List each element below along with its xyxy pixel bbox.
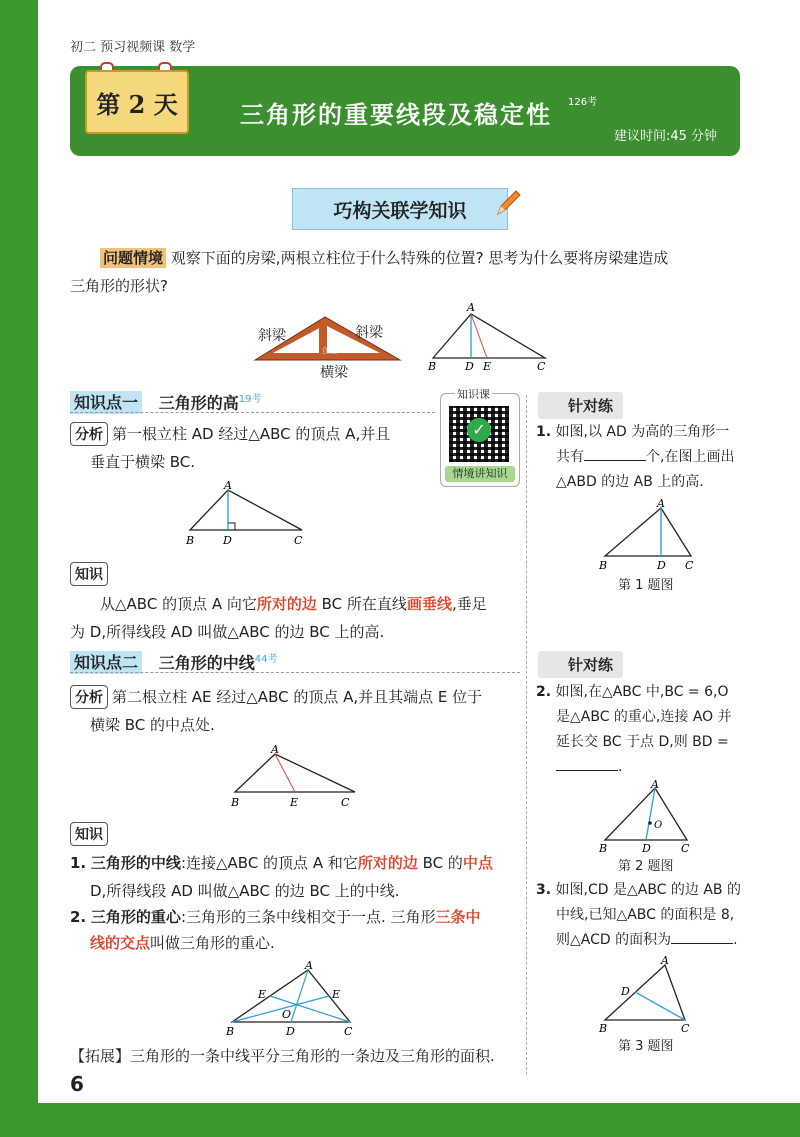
kp2-item1-line1 (70, 849, 493, 877)
label-D: D (642, 842, 651, 855)
suggested-time: 建议时间:45 分钟 (614, 129, 718, 144)
kp2-analysis-line2: 横梁 BC 的中点处. (90, 716, 215, 734)
kp2-item1-line2: D,所得线段 AD 叫做△ABC 的边 BC 上的中线. (90, 882, 400, 900)
label-C: C (685, 559, 694, 572)
intro-text: 观察下面的房梁,两根立柱位于什么特殊的位置? 思考为什么要将房梁建造成 (170, 249, 669, 267)
beam-right-label: 斜梁 (355, 325, 383, 341)
q2-blank[interactable] (556, 756, 618, 771)
qr-code-box[interactable] (440, 388, 520, 487)
header-breadcrumb: 初二 预习视频课 数学 (70, 40, 196, 55)
item-text: :连接△ABC 的顶点 A 和它 (180, 854, 358, 872)
q1-line3: △ABD 的边 AB 上的高. (556, 474, 704, 490)
kp2-divider (70, 672, 520, 673)
label-B: B (599, 842, 608, 855)
q3-caption: 第 3 题图 (618, 1039, 674, 1054)
item-red-text: 线的交点 (90, 934, 151, 952)
kp1-divider (70, 412, 435, 413)
label-C: C (537, 360, 546, 373)
label-C: C (344, 1025, 353, 1038)
q2-line1 (536, 680, 729, 705)
kp2-exam-count: 44考 (254, 654, 278, 665)
label-E: E (290, 796, 299, 809)
q2-text: 如图,在△ABC 中,BC = 6,O (555, 684, 729, 700)
label-E: E (332, 988, 341, 1001)
item-red-text: 三条中 (435, 908, 481, 926)
q3-blank[interactable] (671, 929, 733, 944)
label-A: A (657, 498, 665, 510)
label-C: C (341, 796, 350, 809)
checkmark-icon: ✓ (467, 418, 491, 442)
q1-number: 1. (536, 424, 552, 440)
q3-figure (595, 955, 705, 1035)
label-D: D (286, 1025, 295, 1038)
kp2-label: 知识点二 (70, 651, 142, 674)
q3-line1 (536, 878, 741, 903)
label-A: A (651, 780, 659, 791)
centroid-figure (220, 958, 370, 1040)
kp1-analysis-tag: 分析 (70, 422, 108, 446)
kp2-extend: 【拓展】三角形的一条中线平分三角形的一条边及三角形的面积. (70, 1047, 495, 1065)
label-B: B (599, 1022, 608, 1035)
altitude-figure (180, 478, 310, 550)
label-C: C (681, 842, 690, 855)
label-A: A (271, 743, 279, 756)
kp2-knowledge-tag: 知识 (70, 822, 108, 846)
beam-left-label: 斜梁 (258, 328, 286, 344)
kp1-knowledge-line1 (100, 590, 487, 618)
q1-blank[interactable] (584, 446, 646, 461)
intro-line2: 三角形的形状? (70, 277, 168, 295)
triangle-abc-de-figure (425, 300, 555, 375)
q2-text: . (618, 759, 623, 775)
label-A: A (305, 959, 313, 972)
label-D: D (621, 985, 630, 998)
k-red-text: 所对的边 (256, 595, 317, 613)
q2-line4 (556, 755, 622, 780)
item-text: :三角形的三条中线相交于一点. 三角形 (180, 908, 436, 926)
item-red-text: 所对的边 (357, 854, 418, 872)
item-number: 2. (70, 908, 87, 926)
title-exam-count: 126考 (568, 97, 598, 108)
intro-line1 (100, 244, 668, 272)
k-text: 从△ABC 的顶点 A 向它 (100, 595, 257, 613)
kp1-title: 三角形的高 (158, 393, 239, 413)
label-B: B (428, 360, 437, 373)
q3-line2: 中线,已知△ABC 的面积是 8, (556, 907, 735, 923)
q1-figure (595, 498, 705, 573)
q2-line3: 延长交 BC 于点 D,则 BD = (556, 734, 729, 750)
label-D: D (223, 534, 232, 547)
q2-number: 2. (536, 684, 552, 700)
q2-caption: 第 2 题图 (618, 859, 674, 874)
beam-bottom-label: 横梁 (320, 365, 348, 381)
k-text: BC 所在直线 (316, 595, 407, 613)
label-C: C (681, 1022, 690, 1035)
q1-text: 个,在图上画出 (646, 449, 735, 465)
kp2-item2-line2 (90, 929, 275, 957)
beam-post-label: 立柱 (321, 346, 337, 355)
kp2-analysis-line1: 第二根立柱 AE 经过△ABC 的顶点 A,并且其端点 E 位于 (112, 688, 483, 706)
practice1-heading: 针对练 (538, 392, 623, 419)
kp2-item2-line1 (70, 903, 481, 931)
item-term: 三角形的中线 (90, 854, 181, 872)
label-E: E (258, 988, 267, 1001)
practice2-heading: 针对练 (538, 651, 623, 678)
intro-tag: 问题情境 (100, 248, 166, 268)
q3-line3 (556, 928, 738, 953)
item-red-text: 中点 (462, 854, 493, 872)
q1-line1 (536, 420, 729, 445)
label-B: B (186, 534, 195, 547)
item-text: BC 的 (417, 854, 463, 872)
kp2-title: 三角形的中线 (158, 653, 255, 673)
kp1-exam-count: 19考 (238, 394, 262, 405)
median-figure (225, 742, 365, 810)
kp1-knowledge-tag: 知识 (70, 562, 108, 586)
label-B: B (231, 796, 240, 809)
label-O: O (654, 820, 663, 831)
column-divider (526, 395, 527, 1075)
q3-number: 3. (536, 882, 552, 898)
item-number: 1. (70, 854, 87, 872)
q2-line2: 是△ABC 的重心,连接 AO 并 (556, 709, 732, 725)
kp1-analysis-line1: 第一根立柱 AD 经过△ABC 的顶点 A,并且 (112, 425, 391, 443)
kp1-knowledge-line2: 为 D,所得线段 AD 叫做△ABC 的边 BC 上的高. (70, 623, 385, 641)
label-D: D (465, 360, 474, 373)
q1-caption: 第 1 题图 (618, 578, 674, 593)
section-title: 巧构关联学知识 (292, 188, 508, 230)
q3-text: 如图,CD 是△ABC 的边 AB 的 (555, 882, 741, 898)
q3-text: 则△ACD 的面积为 (556, 932, 672, 948)
label-A: A (224, 479, 232, 492)
q1-text: 如图,以 AD 为高的三角形一 (555, 424, 730, 440)
k-red-text: 画垂线 (406, 595, 452, 613)
k-text: ,垂足 (451, 595, 487, 613)
label-D: D (657, 559, 666, 572)
qr-footer: 情境讲知识 (445, 466, 515, 482)
kp1-label: 知识点一 (70, 391, 142, 414)
label-B: B (599, 559, 608, 572)
pencil-icon (492, 188, 522, 218)
kp2-analysis-tag: 分析 (70, 685, 108, 709)
kp1-heading (70, 390, 261, 413)
kp1-analysis-line2: 垂直于横梁 BC. (90, 453, 196, 471)
q3-text: . (733, 932, 738, 948)
item-term: 三角形的重心 (90, 908, 181, 926)
qr-title: 知识课 (457, 388, 490, 401)
item-text: 叫做三角形的重心. (150, 934, 275, 952)
label-E: E (483, 360, 492, 373)
label-A: A (467, 301, 475, 314)
q1-text: 共有 (556, 449, 584, 465)
label-A: A (661, 955, 669, 967)
day-tag: 第 2 天 (85, 70, 189, 134)
q1-line2 (556, 445, 734, 470)
label-C: C (294, 534, 303, 547)
q2-figure (595, 780, 695, 858)
label-O: O (282, 1008, 292, 1021)
page-number: 6 (70, 1072, 84, 1096)
label-B: B (226, 1025, 235, 1038)
page-title: 三角形的重要线段及稳定性 (240, 101, 552, 129)
kp2-heading (70, 650, 277, 673)
